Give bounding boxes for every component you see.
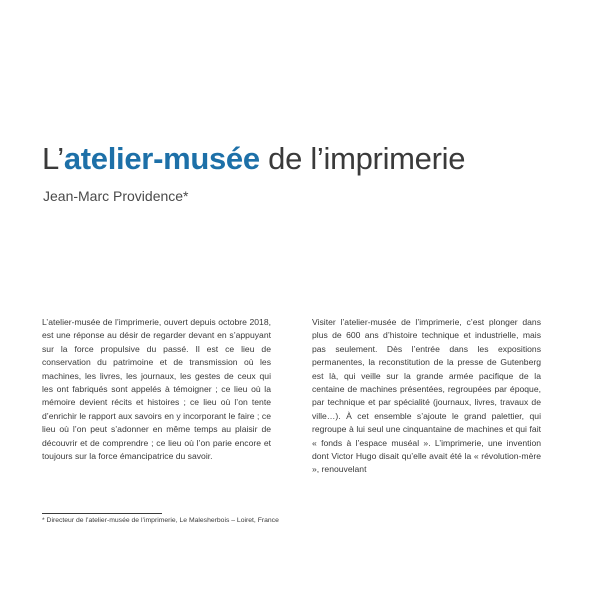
title-suffix: de l’imprimerie: [259, 141, 466, 176]
author-name: Jean-Marc Providence*: [43, 188, 189, 204]
body-paragraph-right: Visiter l’atelier-musée de l’imprimerie, c’est plonger dans plus de 600 ans d’histoire technique et industrielle, mais pas seulement. Dès l’entrée dans les expositions permanentes, la reconstitution de la presse de Gutenberg est là, qui veille sur la grande armée pacifique de la centaine de machines présentées, regroupées par époque, par technique et par spécialité (journaux, livres, travaux de ville…). À cet ensemble s’ajoute le grand palettier, qui regroupe à lui seul une cinquantaine de machines et qui fait « fonds à l’espace muséal ». L’imprimerie, une invention dont Victor Hugo disait qu’elle avait été la « révolution-mère », renouvelant: [312, 317, 541, 475]
body-column-right: [312, 316, 541, 477]
body-paragraph-left: L’atelier-musée de l’imprimerie, ouvert depuis octobre 2018, est une réponse au désir de regarder devant en s’appuyant sur la force propulsive du passé. Il est ce lieu de conservation du patrimoine et de transmission où les machines, les livres, les journaux, les gestes de ceux qui les ont fabriqués sont appelés à témoigner ; ce lieu où la mémoire devient récits et histoires ; ce lieu où l’on tente d’enrichir le rapport aux savoirs en y incorporant le faire ; ce lieu où l’on peut s’adonner en même temps au plaisir de découvrir et de comprendre ; ce lieu où l’on parie encore et toujours sur la force émancipatrice du savoir.: [42, 317, 271, 462]
body-column-left: [42, 316, 271, 463]
title-prefix: L’: [42, 141, 64, 176]
article-title: [42, 139, 465, 179]
title-highlight: atelier-musée: [63, 141, 260, 176]
footnote-divider: [42, 513, 162, 514]
footnote: * Directeur de l’atelier-musée de l’imprimerie, Le Malesherbois – Loiret, France: [42, 517, 279, 524]
